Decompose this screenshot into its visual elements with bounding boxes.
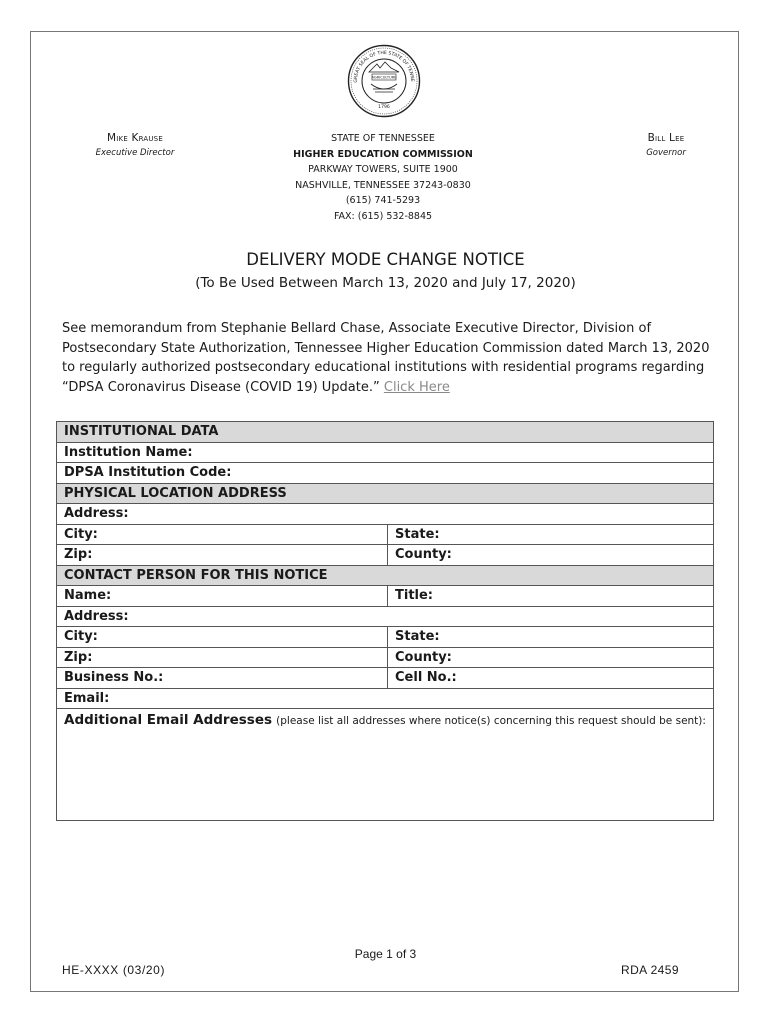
seal-inner-text: AGRICULTURE — [371, 75, 397, 80]
physical-city-field[interactable]: City: — [57, 524, 388, 545]
institution-name-field[interactable]: Institution Name: — [57, 442, 714, 463]
executive-director-block — [75, 132, 195, 158]
business-number-field[interactable]: Business No.: — [57, 668, 388, 689]
agency-street: PARKWAY TOWERS, SUITE 1900 — [308, 164, 458, 175]
physical-address-field[interactable]: Address: — [57, 504, 714, 525]
agency-fax: FAX: (615) 532-8845 — [333, 210, 433, 222]
contact-address-field[interactable]: Address: — [57, 606, 714, 627]
agency-state: STATE OF TENNESSEE — [331, 133, 435, 144]
section-physical-location: PHYSICAL LOCATION ADDRESS — [57, 483, 714, 504]
additional-email-field[interactable] — [57, 709, 714, 821]
additional-email-label: Additional Email Addresses — [64, 712, 273, 728]
seal-ring-text: GREAT SEAL OF THE STATE OF TENNE — [353, 50, 415, 83]
memo-paragraph — [62, 319, 717, 397]
physical-zip-field[interactable]: Zip: — [57, 545, 388, 566]
memo-text: See memorandum from Stephanie Bellard Chase, Associate Executive Director, Division of Postsecondary State Authorization, Tennessee Higher Education Commission dated March 13, 2020 to regularly authorized postsecondary educational institutions with residential programs regarding “DPSA Coronavirus Disease (COVID 19) Update.” — [62, 321, 710, 395]
governor-title: Governor — [646, 148, 686, 158]
agency-address-block — [231, 131, 535, 224]
contact-city-field[interactable]: City: — [57, 627, 388, 648]
contact-state-field[interactable]: State: — [388, 627, 714, 648]
cell-number-field[interactable]: Cell No.: — [388, 668, 714, 689]
additional-email-note: (please list all addresses where notice(s) concerning this request should be sent): — [276, 715, 706, 727]
contact-title-field[interactable]: Title: — [388, 586, 714, 607]
form-identifier: HE-XXXX (03/20) — [62, 963, 166, 977]
state-seal-icon — [347, 44, 421, 118]
executive-director-title: Executive Director — [95, 148, 175, 158]
section-institutional-data: INSTITUTIONAL DATA — [57, 422, 714, 443]
agency-phone: (615) 741-5293 — [345, 195, 421, 206]
document-subtitle: (To Be Used Between March 13, 2020 and July 17, 2020) — [195, 275, 576, 291]
rda-number: RDA 2459 — [621, 963, 679, 977]
page-number: Page 1 of 3 — [354, 947, 417, 961]
section-contact-person: CONTACT PERSON FOR THIS NOTICE — [57, 565, 714, 586]
physical-state-field[interactable]: State: — [388, 524, 714, 545]
email-field[interactable]: Email: — [57, 688, 714, 709]
institution-code-field[interactable]: DPSA Institution Code: — [57, 463, 714, 484]
agency-city: NASHVILLE, TENNESSEE 37243-0830 — [295, 179, 471, 191]
document-page — [30, 31, 739, 992]
governor-block — [621, 132, 711, 158]
contact-zip-field[interactable]: Zip: — [57, 647, 388, 668]
document-title: DELIVERY MODE CHANGE NOTICE — [246, 250, 525, 269]
click-here-link[interactable]: Click Here — [383, 379, 450, 395]
agency-name: HIGHER EDUCATION COMMISSION — [293, 148, 473, 160]
contact-county-field[interactable]: County: — [388, 647, 714, 668]
governor-name: Bill Lee — [647, 132, 685, 144]
executive-director-name: Mike Krause — [107, 132, 163, 144]
seal-year-text: 1796 — [378, 105, 390, 110]
contact-name-field[interactable]: Name: — [57, 586, 388, 607]
physical-county-field[interactable]: County: — [388, 545, 714, 566]
institution-form — [56, 421, 714, 821]
